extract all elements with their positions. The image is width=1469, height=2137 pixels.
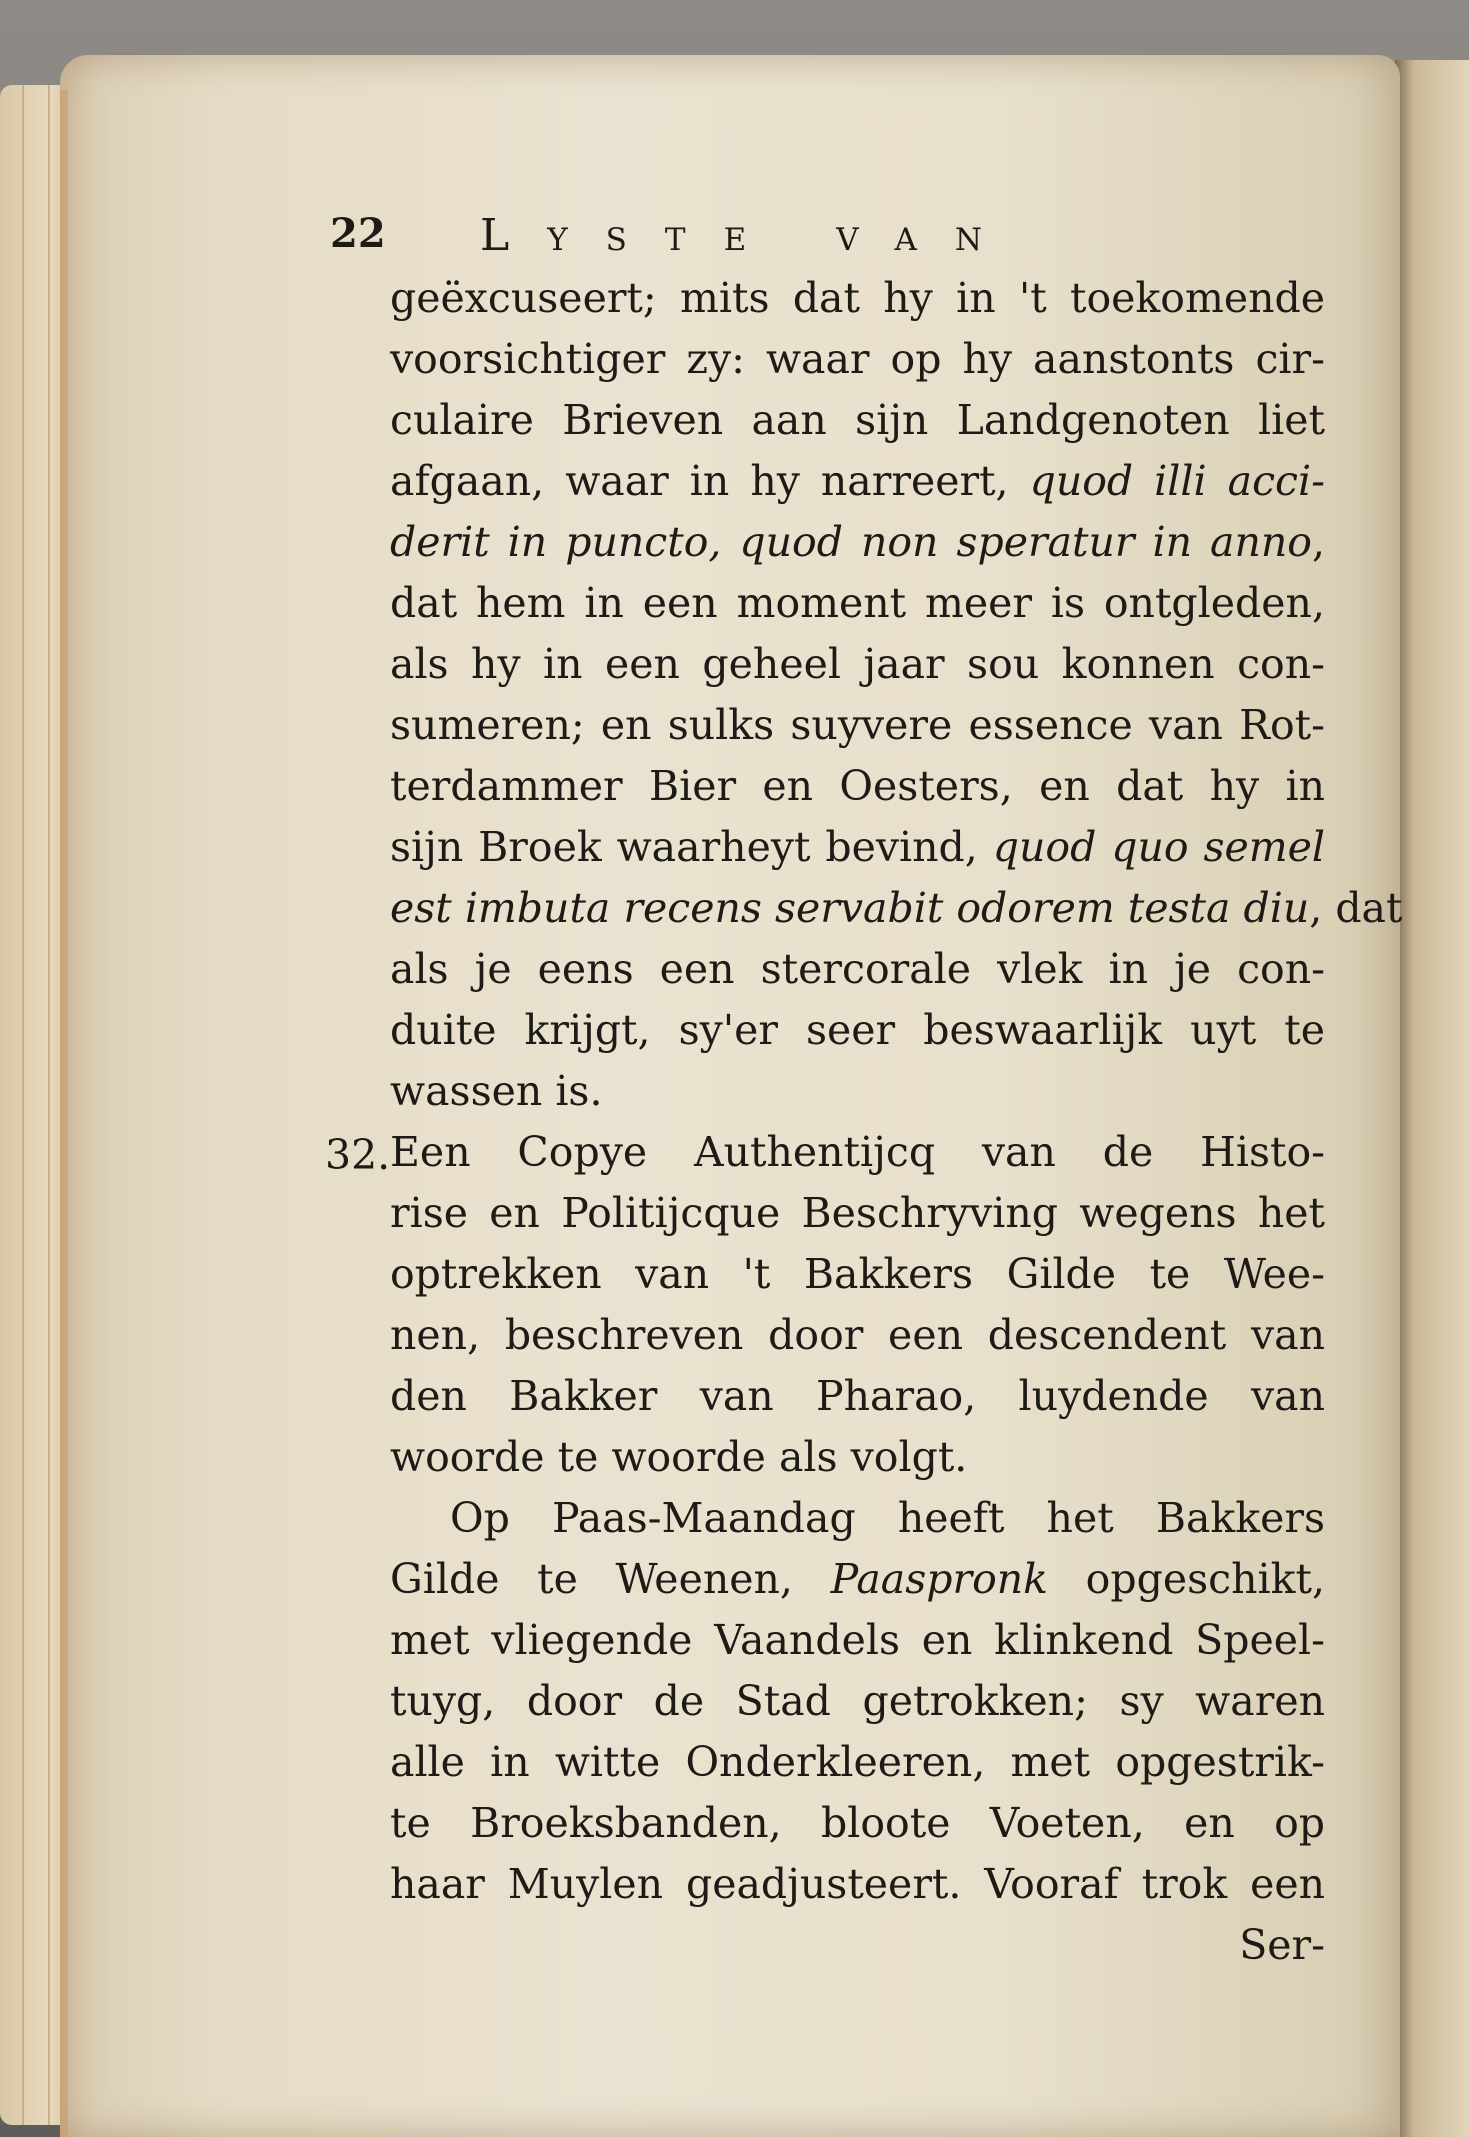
text-span: terdammer Bier en Oesters, en dat hy in <box>390 762 1325 810</box>
text-span: als hy in een geheel jaar sou konnen con- <box>390 640 1325 688</box>
text-span: optrekken van 't Bakkers Gilde te Wee- <box>390 1250 1325 1298</box>
text-span: tuyg, door de Stad getrokken; sy waren <box>390 1677 1325 1725</box>
text-span: , dat <box>1309 884 1403 932</box>
text-line <box>390 817 1325 878</box>
text-span: alle in witte Onderkleeren, met opgestrik- <box>390 1738 1325 1786</box>
text-line <box>390 878 1403 939</box>
text-line <box>390 1305 1325 1366</box>
text-line <box>390 1793 1325 1854</box>
page-header <box>330 210 1110 270</box>
text-span: Gilde te Weenen, <box>390 1555 831 1603</box>
text-line <box>390 1915 1325 1976</box>
text-line <box>390 1854 1325 1915</box>
page-gilt-edge <box>60 90 68 2137</box>
text-line <box>390 1488 1325 1549</box>
text-line <box>390 1671 1325 1732</box>
text-span: wassen is. <box>390 1067 603 1115</box>
text-span: afgaan, waar in hy narreert, <box>390 457 1030 505</box>
text-span: woorde te woorde als volgt. <box>390 1433 968 1481</box>
text-line <box>390 390 1325 451</box>
text-line <box>390 512 1325 573</box>
text-span: Ser- <box>1239 1921 1325 1969</box>
text-line <box>390 1000 1325 1061</box>
text-span: duite krijgt, sy'er seer beswaarlijk uyt te <box>390 1006 1325 1054</box>
text-line <box>390 451 1325 512</box>
text-span: geëxcuseert; mits dat hy in 't toekomende <box>390 274 1325 322</box>
text-span: nen, beschreven door een descendent van <box>390 1311 1325 1359</box>
text-span: te Broeksbanden, bloote Voeten, en op <box>390 1799 1325 1847</box>
text-span: opgeschikt, <box>1048 1555 1325 1603</box>
text-line <box>390 939 1325 1000</box>
text-line <box>390 1610 1325 1671</box>
text-line <box>390 756 1325 817</box>
facing-page-edge <box>1395 60 1469 2137</box>
text-line <box>390 1183 1325 1244</box>
italic-latin-text: derit in puncto, quod non speratur in anno <box>390 518 1312 566</box>
text-line <box>390 695 1325 756</box>
text-line <box>390 1122 1325 1183</box>
text-span: sijn Broek waarheyt bevind, <box>390 823 993 871</box>
page-number: 22 <box>330 210 386 257</box>
text-line <box>390 573 1325 634</box>
italic-latin-text: est imbuta recens servabit odorem testa diu <box>390 884 1310 932</box>
text-span: culaire Brieven aan sijn Landgenoten liet <box>390 396 1325 444</box>
text-span: rise en Politijcque Beschryving wegens het <box>390 1189 1325 1237</box>
text-span: Op Paas-Maandag heeft het Bakkers <box>450 1494 1325 1542</box>
text-span: voorsichtiger zy: waar op hy aanstonts cir- <box>390 335 1325 383</box>
text-line <box>390 1061 1325 1122</box>
text-line <box>390 634 1325 695</box>
text-line <box>390 268 1325 329</box>
running-head: Lyste van <box>480 210 1021 261</box>
text-span: den Bakker van Pharao, luydende van <box>390 1372 1325 1420</box>
text-span: dat hem in een moment meer is ontgleden, <box>390 579 1325 627</box>
text-line <box>390 1427 1325 1488</box>
text-line <box>390 1366 1325 1427</box>
text-span: haar Muylen geadjusteert. Vooraf trok een <box>390 1860 1325 1908</box>
text-span: Een Copye Authentijcq van de Histo- <box>390 1128 1325 1176</box>
text-span: , <box>1311 518 1325 566</box>
italic-latin-text: quod illi acci- <box>1029 457 1325 505</box>
text-line <box>390 1549 1325 1610</box>
text-line <box>390 1732 1325 1793</box>
italic-latin-text: Paaspronk <box>830 1555 1049 1603</box>
text-line <box>390 329 1325 390</box>
item-number: 32. <box>325 1131 391 1179</box>
text-span: als je eens een stercorale vlek in je con- <box>390 945 1325 993</box>
text-span: sumeren; en sulks suyvere essence van Rot- <box>390 701 1325 749</box>
text-line <box>390 1244 1325 1305</box>
italic-latin-text: quod quo semel <box>992 823 1325 871</box>
body-text <box>390 268 1403 1976</box>
text-span: met vliegende Vaandels en klinkend Speel- <box>390 1616 1325 1664</box>
